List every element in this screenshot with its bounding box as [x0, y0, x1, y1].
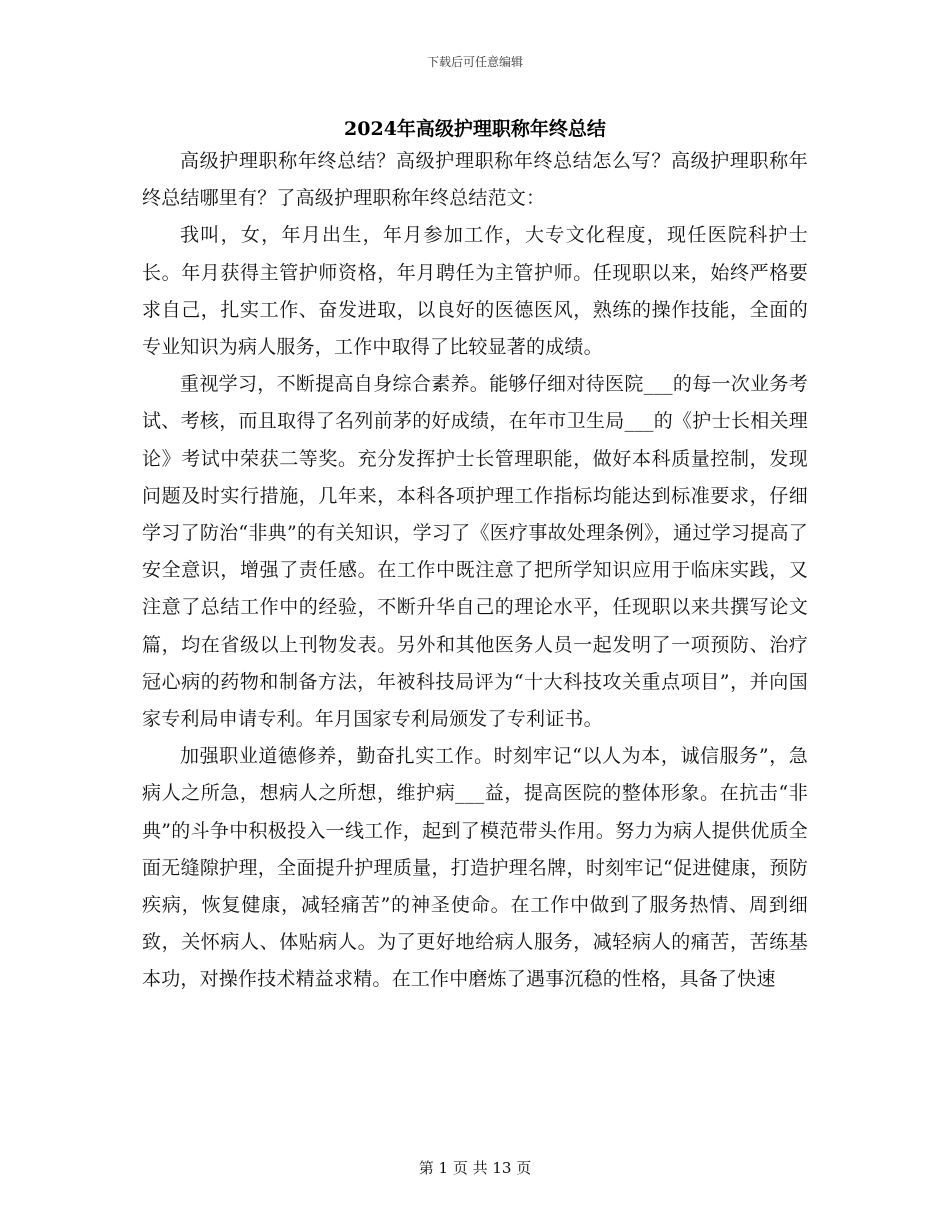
paragraph-study: 重视学习，不断提高自身综合素养。能够仔细对待医院___的每一次业务考试、考核，而且取得了名列前茅的好成绩，在年市卫生局___的《护士长相关理论》考试中荣获二等奖。充分发挥护士长管理职能，做好本科质量控制，发现问题及时实行措施，几年来，本科各项护理工作指标均能达到标准要求，仔细学习了防治“非典”的有关知识，学习了《医疗事故处理条例》，通过学习提高了安全意识，增强了责任感。在工作中既注意了把所学知识应用于临床实践，又注意了总结工作中的经验，不断升华自己的理论水平，任现职以来共撰写论文篇，均在省级以上刊物发表。另外和其他医务人员一起发明了一项预防、治疗冠心病的药物和制备方法，年被科技局评为“十大科技攻关重点项目”，并向国家专利局申请专利。年月国家专利局颁发了专利证书。 — [142, 373, 808, 731]
document-body — [142, 143, 808, 999]
document-title: 2024年高级护理职称年终总结 — [344, 118, 606, 140]
paragraph-ethics: 加强职业道德修养，勤奋扎实工作。时刻牢记“以人为本，诚信服务”，急病人之所急，想病人之所想，维护病___益，提高医院的整体形象。在抗击“非典”的斗争中积极投入一线工作，起到了模范带头作用。努力为病人提供优质全面无缝隙护理，全面提升护理质量，打造护理名牌，时刻牢记“促进健康，预防疾病，恢复健康，减轻痛苦”的神圣使命。在工作中做到了服务热情、周到细致，关怀病人、体贴病人。为了更好地给病人服务，减轻病人的痛苦，苦练基本功，对操作技术精益求精。在工作中磨炼了遇事沉稳的性格，具备了快速 — [142, 745, 808, 991]
paragraph-intro: 高级护理职称年终总结？高级护理职称年终总结怎么写？高级护理职称年终总结哪里有？了高级护理职称年终总结范文： — [142, 150, 808, 210]
header-note: 下载后可任意编辑 — [426, 55, 523, 69]
paragraph-profile: 我叫，女，年月出生，年月参加工作，大专文化程度，现任医院科护士长。年月获得主管护师资格，年月聘任为主管护师。任现职以来，始终严格要求自己，扎实工作、奋发进取，以良好的医德医风，熟练的操作技能，全面的专业知识为病人服务，工作中取得了比较显著的成绩。 — [142, 224, 808, 359]
page-footer: 第 1 页 共 13 页 — [418, 1159, 532, 1177]
